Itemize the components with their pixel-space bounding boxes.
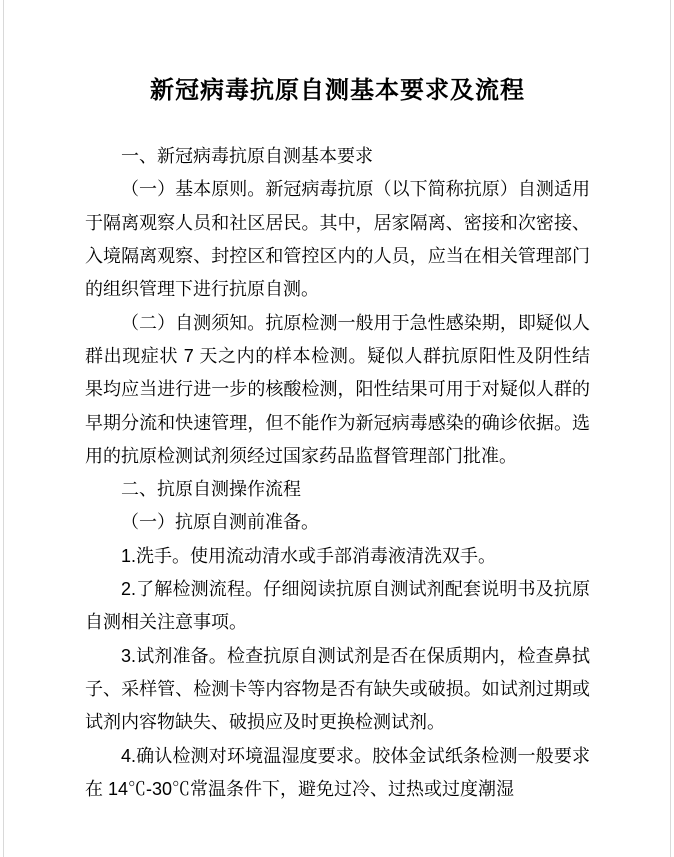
paragraph-step-3-reagent-preparation: 3.试剂准备。检查抗原自测试剂是否在保质期内，检查鼻拭子、采样管、检测卡等内容物是否有缺失或破损。如试剂过期或试剂内容物缺失、破损应及时更换检测试剂。: [85, 645, 590, 733]
paragraph-self-test-notes: （二）自测须知。抗原检测一般用于急性感染期，即疑似人群出现症状 7 天之内的样本检测。疑似人群抗原阳性及阴性结果均应当进行进一步的核酸检测，阳性结果可用于对疑似人群的早期分流和快速管理，但不能作为新冠病毒感染的确诊依据。选用的抗原检测试剂须经过国家药品监督管理部门批准。: [85, 312, 590, 466]
section-heading-operation-procedure: 二、抗原自测操作流程: [121, 479, 301, 500]
document-title: 新冠病毒抗原自测基本要求及流程: [150, 78, 525, 104]
paragraph-step-4-temperature-humidity: 4.确认检测对环境温湿度要求。胶体金试纸条检测一般要求在 14℃-30℃常温条件下，避免过冷、过热或过度潮湿: [85, 745, 590, 799]
paragraph-step-1-wash-hands: 1.洗手。使用流动清水或手部消毒液清洗双手。: [121, 545, 497, 566]
subsection-heading-preparation: （一）抗原自测前准备。: [121, 512, 319, 533]
paragraph-basic-principles: （一）基本原则。新冠病毒抗原（以下简称抗原）自测适用于隔离观察人员和社区居民。其中，居家隔离、密接和次密接、入境隔离观察、封控区和管控区内的人员，应当在相关管理部门的组织管理下进行抗原自测。: [85, 179, 590, 300]
paragraph-step-2-understand-procedure: 2.了解检测流程。仔细阅读抗原自测试剂配套说明书及抗原自测相关注意事项。: [85, 579, 590, 633]
section-heading-basic-requirements: 一、新冠病毒抗原自测基本要求: [121, 146, 373, 167]
document-body: [85, 140, 590, 806]
page-right-edge: [670, 0, 671, 857]
document-content: [85, 0, 590, 806]
page-left-edge: [3, 0, 4, 857]
